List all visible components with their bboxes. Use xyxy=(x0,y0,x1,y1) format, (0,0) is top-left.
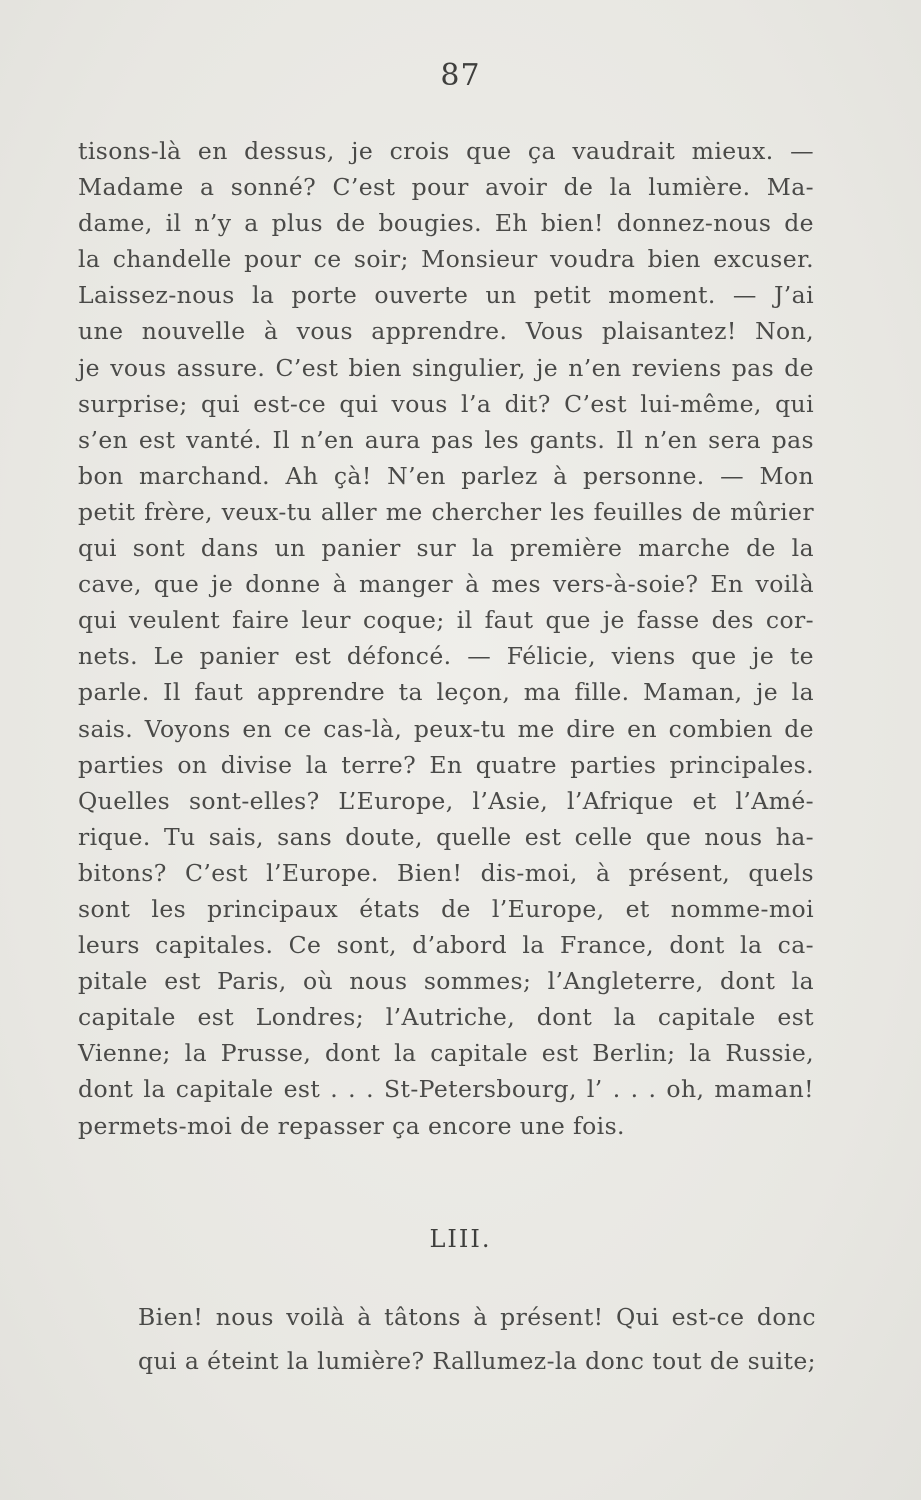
text-line: bitons? C’est l’Europe. Bien! dis-moi, à présent, quels xyxy=(78,858,814,887)
text-line: capitale est Londres; l’Autriche, dont la capitale est xyxy=(78,1003,814,1032)
text-line: tisons-là en dessus, je crois que ça vaudrait mieux. — xyxy=(78,137,814,165)
text-line: surprise; qui est-ce qui vous l’a dit? C’est lui-même, qui xyxy=(78,389,814,418)
text-line: rique. Tu sais, sans doute, quelle est celle que nous ha- xyxy=(78,822,814,851)
text-line: Madame a sonné? C’est pour avoir de la lumière. Ma- xyxy=(78,173,814,202)
text-line: qui a éteint la lumière? Rallumez-la donc tout de suite; xyxy=(138,1347,816,1375)
text-line: je vous assure. C’est bien singulier, je n’en reviens pas de xyxy=(78,353,814,382)
text-line: Quelles sont-elles? L’Europe, l’Asie, l’Afrique et l’Amé- xyxy=(78,786,814,815)
page-number: 87 xyxy=(440,58,481,93)
text-line: dame, il n’y a plus de bougies. Eh bien! donnez-nous de xyxy=(78,209,814,238)
text-line: bon marchand. Ah çà! N’en parlez à personne. — Mon xyxy=(78,461,814,490)
text-line: nets. Le panier est défoncé. — Félicie, viens que je te xyxy=(78,642,814,671)
text-line: dont la capitale est . . . St-Petersbourg, l’ . . . oh, maman! xyxy=(78,1075,814,1104)
text-line: Vienne; la Prusse, dont la capitale est Berlin; la Russie, xyxy=(78,1039,814,1068)
text-line: pitale est Paris, où nous sommes; l’Angleterre, dont la xyxy=(78,967,814,996)
text-line: cave, que je donne à manger à mes vers-à-soie? En voilà xyxy=(78,570,814,599)
section-heading: LIII. xyxy=(429,1225,492,1253)
text-line: la chandelle pour ce soir; Monsieur voudra bien excuser. xyxy=(78,245,814,274)
text-line: parle. Il faut apprendre ta leçon, ma fille. Maman, je la xyxy=(78,678,814,707)
text-line: une nouvelle à vous apprendre. Vous plaisantez! Non, xyxy=(78,317,814,346)
text-line: Bien! nous voilà à tâtons à présent! Qui est-ce donc xyxy=(138,1303,816,1331)
text-line: sais. Voyons en ce cas-là, peux-tu me dire en combien de xyxy=(78,714,814,743)
text-line: sont les principaux états de l’Europe, et nomme-moi xyxy=(78,894,814,923)
text-line: Laissez-nous la porte ouverte un petit moment. — J’ai xyxy=(78,281,814,310)
text-line: permets-moi de repasser ça encore une fois. xyxy=(78,1111,625,1140)
section-paragraph xyxy=(138,1295,816,1383)
text-line: parties on divise la terre? En quatre parties principales. xyxy=(78,750,814,779)
text-line: leurs capitales. Ce sont, d’abord la France, dont la ca- xyxy=(78,931,814,960)
text-line: s’en est vanté. Il n’en aura pas les gants. Il n’en sera pas xyxy=(78,425,814,454)
text-line: qui sont dans un panier sur la première marche de la xyxy=(78,534,814,563)
text-line: qui veulent faire leur coque; il faut que je fasse des cor- xyxy=(78,606,814,635)
text-line: petit frère, veux-tu aller me chercher les feuilles de mûrier xyxy=(78,497,814,526)
paragraph-text xyxy=(78,133,814,1144)
